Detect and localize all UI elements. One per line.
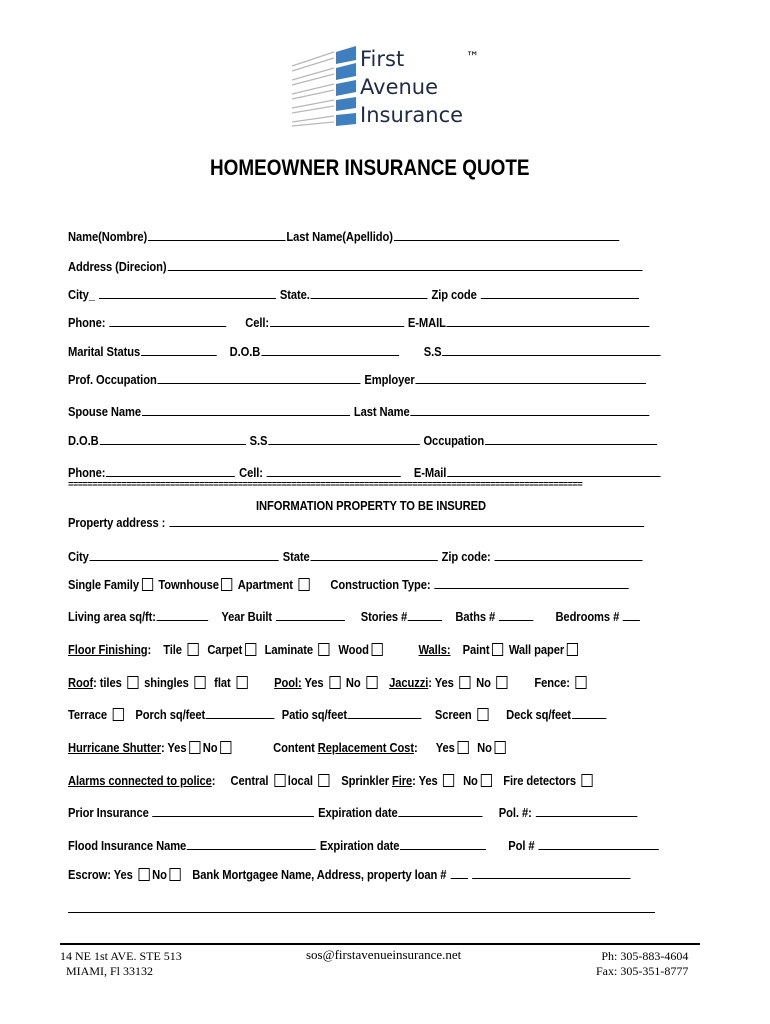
checkbox-apartment[interactable] xyxy=(299,578,310,591)
label-roof-tiles: : tiles xyxy=(93,675,122,690)
label-property-city: City xyxy=(68,549,89,564)
label-dob: D.O.B xyxy=(229,344,261,359)
row-hurricane: Hurricane Shutter: Yes No Content Replacement Cost: Yes No xyxy=(68,740,508,755)
checkbox-escrow-yes[interactable] xyxy=(138,868,149,881)
field-bank-continued[interactable] xyxy=(68,912,655,913)
footer-email[interactable]: sos@firstavenueinsurance.net xyxy=(306,947,462,962)
field-name[interactable] xyxy=(148,229,286,241)
label-name: Name(Nombre) xyxy=(68,229,148,244)
label-local: local xyxy=(287,773,313,788)
label-property-zip: Zip code: xyxy=(441,549,491,564)
checkbox-wood[interactable] xyxy=(371,643,382,656)
checkbox-roof-tiles[interactable] xyxy=(127,676,138,689)
checkbox-escrow-no[interactable] xyxy=(169,868,180,881)
checkbox-fire-yes[interactable] xyxy=(443,774,454,787)
checkbox-wallpaper[interactable] xyxy=(567,643,578,656)
label-jacuzzi: Jacuzzi xyxy=(389,675,429,690)
label-dob2: D.O.B xyxy=(68,433,99,448)
label-fence: Fence: xyxy=(534,675,570,690)
label-laminate: Laminate xyxy=(264,642,314,657)
field-dob2[interactable] xyxy=(99,433,245,445)
label-occupation: Prof. Occupation xyxy=(68,372,157,387)
label-replacement-yes: Yes xyxy=(435,740,455,755)
label-address: Address (Direcion) xyxy=(68,259,167,274)
checkbox-flat[interactable] xyxy=(236,676,247,689)
row-phone2 xyxy=(68,465,661,480)
footer-phone: Ph: 305-883-4604 xyxy=(601,949,689,963)
row-property-city xyxy=(68,549,643,564)
label-bank: Bank Mortgagee Name, Address, property loan # xyxy=(192,867,447,882)
label-cell: Cell: xyxy=(245,315,269,330)
label-central: Central xyxy=(230,773,269,788)
checkbox-jacuzzi-yes[interactable] xyxy=(459,676,470,689)
label-alarms: Alarms connected to police xyxy=(68,773,212,788)
logo xyxy=(288,44,488,134)
label-content: Content xyxy=(273,740,315,755)
field-employer[interactable] xyxy=(416,372,646,384)
label-deck: Deck sq/feet xyxy=(506,707,571,722)
field-pol2[interactable] xyxy=(538,838,658,850)
field-property-address[interactable] xyxy=(169,515,644,527)
row-escrow xyxy=(68,867,631,882)
label-occupation2: Occupation xyxy=(423,433,485,448)
checkbox-hurricane-no[interactable] xyxy=(220,741,231,754)
label-jacuzzi-yes: : Yes xyxy=(428,675,454,690)
label-floor-colon: : xyxy=(147,642,152,657)
label-jacuzzi-no: No xyxy=(476,675,491,690)
label-hurricane-no: No xyxy=(202,740,218,755)
field-pol-num[interactable] xyxy=(536,805,637,817)
label-tile: Tile xyxy=(163,642,182,657)
label-apartment: Apartment xyxy=(237,577,293,592)
section-title: INFORMATION PROPERTY TO BE INSURED xyxy=(256,498,487,513)
field-city[interactable] xyxy=(99,287,276,299)
label-townhouse: Townhouse xyxy=(158,577,219,592)
checkbox-jacuzzi-no[interactable] xyxy=(496,676,507,689)
page-title: HOMEOWNER INSURANCE QUOTE xyxy=(210,155,530,180)
label-employer: Employer xyxy=(364,372,415,387)
label-prior: Prior Insurance xyxy=(68,805,149,820)
checkbox-laminate[interactable] xyxy=(319,643,330,656)
label-bedrooms: Bedrooms # xyxy=(555,609,620,624)
checkbox-carpet[interactable] xyxy=(245,643,256,656)
field-year-built[interactable] xyxy=(276,609,345,621)
logo-line-insurance: Insurance xyxy=(360,103,464,127)
checkbox-pool-yes[interactable] xyxy=(329,676,340,689)
label-expiration2: Expiration date xyxy=(319,838,400,853)
field-ss[interactable] xyxy=(442,344,660,356)
field-bank-a[interactable] xyxy=(450,867,467,879)
label-shingles: shingles xyxy=(144,675,189,690)
label-patio: Patio sq/feet xyxy=(281,707,348,722)
checkbox-replacement-no[interactable] xyxy=(494,741,505,754)
field-expiration2[interactable] xyxy=(400,838,486,850)
field-bedrooms[interactable] xyxy=(623,609,640,621)
label-phone: Phone: xyxy=(68,315,106,330)
field-property-state[interactable] xyxy=(311,549,438,561)
label-baths: Baths # xyxy=(455,609,496,624)
label-construction: Construction Type: xyxy=(330,577,431,592)
field-marital[interactable] xyxy=(141,344,217,356)
label-wallpaper: Wall paper xyxy=(508,642,565,657)
label-carpet: Carpet xyxy=(207,642,243,657)
label-property-address: Property address : xyxy=(68,515,166,530)
field-cell[interactable] xyxy=(270,315,404,327)
label-wood: Wood xyxy=(338,642,369,657)
row-name xyxy=(68,229,620,244)
label-hurricane: Hurricane Shutter xyxy=(68,740,161,755)
checkbox-shingles[interactable] xyxy=(194,676,205,689)
field-living-area[interactable] xyxy=(157,609,209,621)
field-email2[interactable] xyxy=(447,465,660,477)
checkbox-pool-no[interactable] xyxy=(366,676,377,689)
label-floor: Floor Finishing xyxy=(68,642,148,657)
label-pol-num: Pol. #: xyxy=(498,805,532,820)
row-floor xyxy=(68,642,580,657)
label-pool-yes: Yes xyxy=(304,675,324,690)
row-living-area xyxy=(68,609,641,624)
label-stories: Stories # xyxy=(360,609,408,624)
field-phone2[interactable] xyxy=(106,465,235,477)
label-sprinkler: Sprinkler xyxy=(341,773,389,788)
separator-line: ========================================================================================================== xyxy=(68,480,583,490)
field-phone[interactable] xyxy=(109,315,226,327)
row-terrace xyxy=(68,707,607,722)
field-spouse[interactable] xyxy=(142,404,350,416)
label-phone2: Phone: xyxy=(68,465,106,480)
label-roof: Roof xyxy=(68,675,94,690)
row-prior xyxy=(68,805,638,820)
label-alarms-colon: : xyxy=(211,773,216,788)
label-year-built: Year Built xyxy=(221,609,273,624)
row-address xyxy=(68,259,643,274)
label-spouse-last: Last Name xyxy=(353,404,410,419)
label-ss2: S.S xyxy=(249,433,268,448)
footer-address-line2: MIAMI, Fl 33132 xyxy=(66,964,154,978)
label-email2: E-Mail xyxy=(413,465,447,480)
field-spouse-last[interactable] xyxy=(410,404,649,416)
label-fire: Fire xyxy=(392,773,413,788)
label-city: City_ xyxy=(68,287,95,302)
checkbox-central[interactable] xyxy=(274,774,285,787)
checkbox-fence[interactable] xyxy=(576,676,587,689)
label-last-name: Last Name(Apellido) xyxy=(286,229,393,244)
label-flat: flat xyxy=(214,675,231,690)
row-dwelling-type xyxy=(68,577,630,592)
row-property-address xyxy=(68,515,645,530)
label-pol2: Pol # xyxy=(508,838,535,853)
checkbox-terrace[interactable] xyxy=(113,708,124,721)
row-dob2 xyxy=(68,433,658,448)
footer-fax: Fax: 305-351-8777 xyxy=(596,964,689,978)
label-screen: Screen xyxy=(434,707,472,722)
label-fire-detectors: Fire detectors xyxy=(503,773,576,788)
label-email: E-MAIL xyxy=(407,315,446,330)
checkbox-tile[interactable] xyxy=(188,643,199,656)
field-baths[interactable] xyxy=(499,609,533,621)
field-porch[interactable] xyxy=(206,707,275,719)
logo-line-avenue: Avenue xyxy=(360,75,439,99)
label-hurricane-yes: : Yes xyxy=(160,740,187,755)
checkbox-screen[interactable] xyxy=(477,708,488,721)
field-ss2[interactable] xyxy=(268,433,419,445)
label-replacement: Replacement Cost xyxy=(317,740,414,755)
label-single-family: Single Family xyxy=(68,577,139,592)
row-phone xyxy=(68,315,651,330)
label-ss: S.S xyxy=(423,344,442,359)
label-cell2: Cell: xyxy=(239,465,263,480)
checkbox-townhouse[interactable] xyxy=(221,578,232,591)
field-stories[interactable] xyxy=(408,609,442,621)
trademark-symbol: ™ xyxy=(466,50,479,65)
field-deck[interactable] xyxy=(572,707,606,719)
label-marital: Marital Status xyxy=(68,344,141,359)
field-construction[interactable] xyxy=(434,577,628,589)
label-porch: Porch sq/feet xyxy=(135,707,206,722)
field-email[interactable] xyxy=(447,315,650,327)
label-flood: Flood Insurance Name xyxy=(68,838,187,853)
label-pool: Pool: xyxy=(274,675,302,690)
label-expiration: Expiration date xyxy=(318,805,398,820)
checkbox-single-family[interactable] xyxy=(142,578,153,591)
checkbox-local[interactable] xyxy=(318,774,329,787)
label-walls: Walls: xyxy=(418,642,451,657)
checkbox-hurricane-yes[interactable] xyxy=(189,741,200,754)
label-escrow-no: No xyxy=(152,867,167,882)
row-marital xyxy=(68,344,662,359)
field-occupation[interactable] xyxy=(158,372,361,384)
logo-line-first: First xyxy=(360,47,405,71)
label-pool-no: No xyxy=(345,675,361,690)
label-property-state: State xyxy=(282,549,310,564)
field-state[interactable] xyxy=(311,287,428,299)
footer-address xyxy=(60,949,182,979)
label-paint: Paint xyxy=(462,642,490,657)
row-alarms xyxy=(68,773,595,788)
row-city xyxy=(68,287,640,302)
row-roof xyxy=(68,675,589,690)
row-flood xyxy=(68,838,660,853)
field-prior[interactable] xyxy=(153,805,315,817)
field-property-city[interactable] xyxy=(90,549,279,561)
checkbox-fire-detectors[interactable] xyxy=(582,774,593,787)
label-escrow: Escrow: Yes xyxy=(68,867,133,882)
row-spouse xyxy=(68,404,650,419)
field-address[interactable] xyxy=(167,259,642,271)
field-occupation2[interactable] xyxy=(485,433,657,445)
label-state: State. xyxy=(279,287,310,302)
footer-rule xyxy=(60,943,700,945)
label-terrace: Terrace xyxy=(68,707,107,722)
field-bank-b[interactable] xyxy=(472,867,630,879)
row-occupation xyxy=(68,372,647,387)
checkbox-replacement-yes[interactable] xyxy=(457,741,468,754)
label-fire-yes: : Yes xyxy=(412,773,438,788)
label-replacement-no: No xyxy=(477,740,492,755)
footer-contact xyxy=(596,949,688,979)
field-property-zip[interactable] xyxy=(494,549,642,561)
label-spouse: Spouse Name xyxy=(68,404,141,419)
footer-address-line1: 14 NE 1st AVE. STE 513 xyxy=(60,949,182,963)
building-logo-icon xyxy=(288,44,368,134)
field-dob[interactable] xyxy=(261,344,399,356)
field-patio[interactable] xyxy=(348,707,422,719)
label-fire-no: No xyxy=(463,773,478,788)
field-zip[interactable] xyxy=(481,287,639,299)
field-flood[interactable] xyxy=(187,838,316,850)
checkbox-fire-no[interactable] xyxy=(480,774,491,787)
checkbox-paint[interactable] xyxy=(492,643,503,656)
label-zip: Zip code xyxy=(431,287,477,302)
field-last-name[interactable] xyxy=(394,229,619,241)
field-cell2[interactable] xyxy=(267,465,401,477)
label-living-area: Living area sq/ft: xyxy=(68,609,156,624)
field-expiration[interactable] xyxy=(399,805,483,817)
